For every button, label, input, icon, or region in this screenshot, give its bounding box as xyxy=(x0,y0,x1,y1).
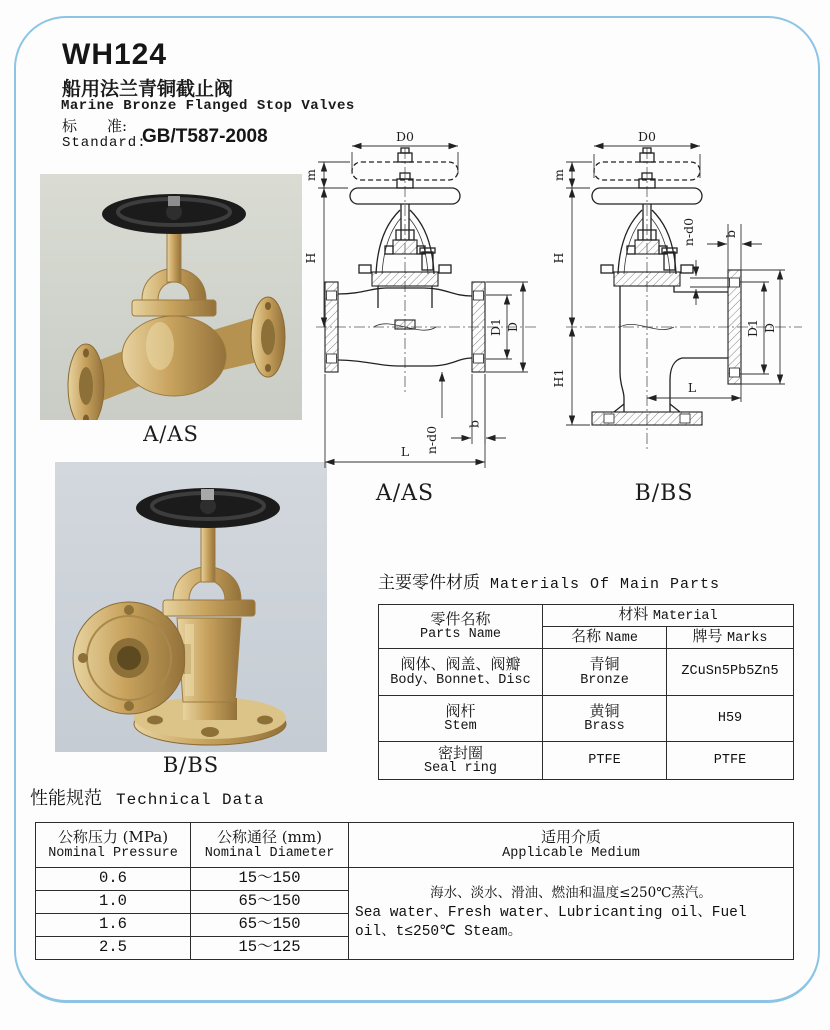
diameter-cell: 15～125 xyxy=(191,937,349,960)
materials-part-cell: 阀体、阀盖、阀瓣 Body、Bonnet、Disc xyxy=(379,649,543,696)
globe-valve-drawing xyxy=(300,122,552,510)
drawing-angle-valve xyxy=(552,122,816,510)
materials-row xyxy=(379,742,794,780)
dim-label-m: m xyxy=(552,169,566,181)
stem-yoke-bonnet xyxy=(601,204,693,286)
technical-header-pressure: 公称压力 (MPa) Nominal Pressure xyxy=(36,823,191,868)
dim-label-d: D xyxy=(505,321,520,333)
dim-label-h: H xyxy=(552,252,566,264)
globe-valve-photo-illustration xyxy=(40,174,302,420)
technical-title-zh: 性能规范 xyxy=(30,788,102,809)
materials-header-material: 材料 Material xyxy=(543,605,794,627)
technical-title-en: Technical Data xyxy=(116,791,265,809)
standard-label-zh: 标 准: xyxy=(62,117,128,135)
materials-row xyxy=(379,649,794,696)
pressure-cell: 1.6 xyxy=(36,914,191,937)
materials-name-cell: 青铜 Bronze xyxy=(543,649,667,696)
materials-header-name: 名称 Name xyxy=(543,627,667,649)
centerlines xyxy=(316,148,538,394)
dim-label-d: D xyxy=(762,322,777,334)
centerlines xyxy=(566,148,802,452)
photo-angle-valve xyxy=(55,462,327,752)
product-title-en: Marine Bronze Flanged Stop Valves xyxy=(61,98,355,114)
drawing-a-caption: A/AS xyxy=(375,481,435,506)
dim-label-l: L xyxy=(687,380,697,395)
materials-row xyxy=(379,696,794,742)
materials-marks-cell: ZCuSn5Pb5Zn5 xyxy=(667,649,794,696)
standard-label xyxy=(62,117,147,152)
diameter-cell: 65～150 xyxy=(191,914,349,937)
dim-label-d1: D1 xyxy=(488,318,503,336)
pressure-cell: 1.0 xyxy=(36,891,191,914)
pressure-cell: 0.6 xyxy=(36,868,191,891)
photo-b-caption: B/BS xyxy=(162,753,220,777)
stem-yoke-bonnet xyxy=(359,204,451,286)
angle-valve-photo-illustration xyxy=(55,462,327,752)
dim-label-d0: D0 xyxy=(638,129,656,144)
photo-globe-valve xyxy=(40,174,302,420)
standard-label-en: Standard: xyxy=(62,135,147,151)
technical-header-medium: 适用介质 Applicable Medium xyxy=(349,823,794,868)
materials-table xyxy=(378,604,794,780)
handwheel-illustration xyxy=(136,488,280,528)
materials-title xyxy=(378,568,720,593)
materials-part-cell: 密封圈 Seal ring xyxy=(379,742,543,780)
materials-part-cell: 阀杆 Stem xyxy=(379,696,543,742)
diameter-cell: 65～150 xyxy=(191,891,349,914)
materials-marks-cell: H59 xyxy=(667,696,794,742)
dim-label-n-d0: n-d0 xyxy=(424,425,439,455)
technical-header-diameter: 公称通径 (mm) Nominal Diameter xyxy=(191,823,349,868)
applicable-medium-cell: 海水、淡水、滑油、燃油和温度≤250℃蒸汽。 Sea water、Fresh water、Lubricanting oil、Fuel oil、t≤250℃ Steam。 xyxy=(349,868,794,960)
dim-label-h1: H1 xyxy=(552,368,566,388)
product-title-zh: 船用法兰青铜截止阀 xyxy=(62,78,234,100)
materials-title-en: Materials Of Main Parts xyxy=(490,576,721,593)
materials-name-cell: PTFE xyxy=(543,742,667,780)
dim-label-b: b xyxy=(723,229,738,239)
materials-marks-cell: PTFE xyxy=(667,742,794,780)
drawing-b-caption: B/BS xyxy=(634,481,694,506)
valve-body-section xyxy=(592,270,741,425)
drawing-globe-valve xyxy=(300,122,552,510)
materials-title-zh: 主要零件材质 xyxy=(378,573,480,593)
technical-table xyxy=(35,822,794,960)
technical-row xyxy=(36,868,794,891)
dimension-lines xyxy=(318,146,528,468)
dim-label-d1: D1 xyxy=(745,319,760,337)
model-number: WH124 xyxy=(62,38,168,71)
pressure-cell: 2.5 xyxy=(36,937,191,960)
angle-valve-drawing xyxy=(552,122,816,510)
diameter-cell: 15～150 xyxy=(191,868,349,891)
materials-header-parts: 零件名称 Parts Name xyxy=(379,605,543,649)
standard-value: GB/T587-2008 xyxy=(142,126,268,147)
photo-a-caption: A/AS xyxy=(143,422,199,446)
materials-header-marks: 牌号 Marks xyxy=(667,627,794,649)
dim-label-m: m xyxy=(303,169,318,181)
materials-name-cell: 黄铜 Brass xyxy=(543,696,667,742)
dim-label-n-d0: n-d0 xyxy=(681,217,696,247)
handwheel-illustration xyxy=(102,194,246,234)
dim-label-b: b xyxy=(466,419,482,429)
dim-label-d0: D0 xyxy=(396,129,414,144)
dim-label-h: H xyxy=(303,252,318,264)
dim-label-l: L xyxy=(400,444,410,459)
technical-title xyxy=(30,784,264,810)
